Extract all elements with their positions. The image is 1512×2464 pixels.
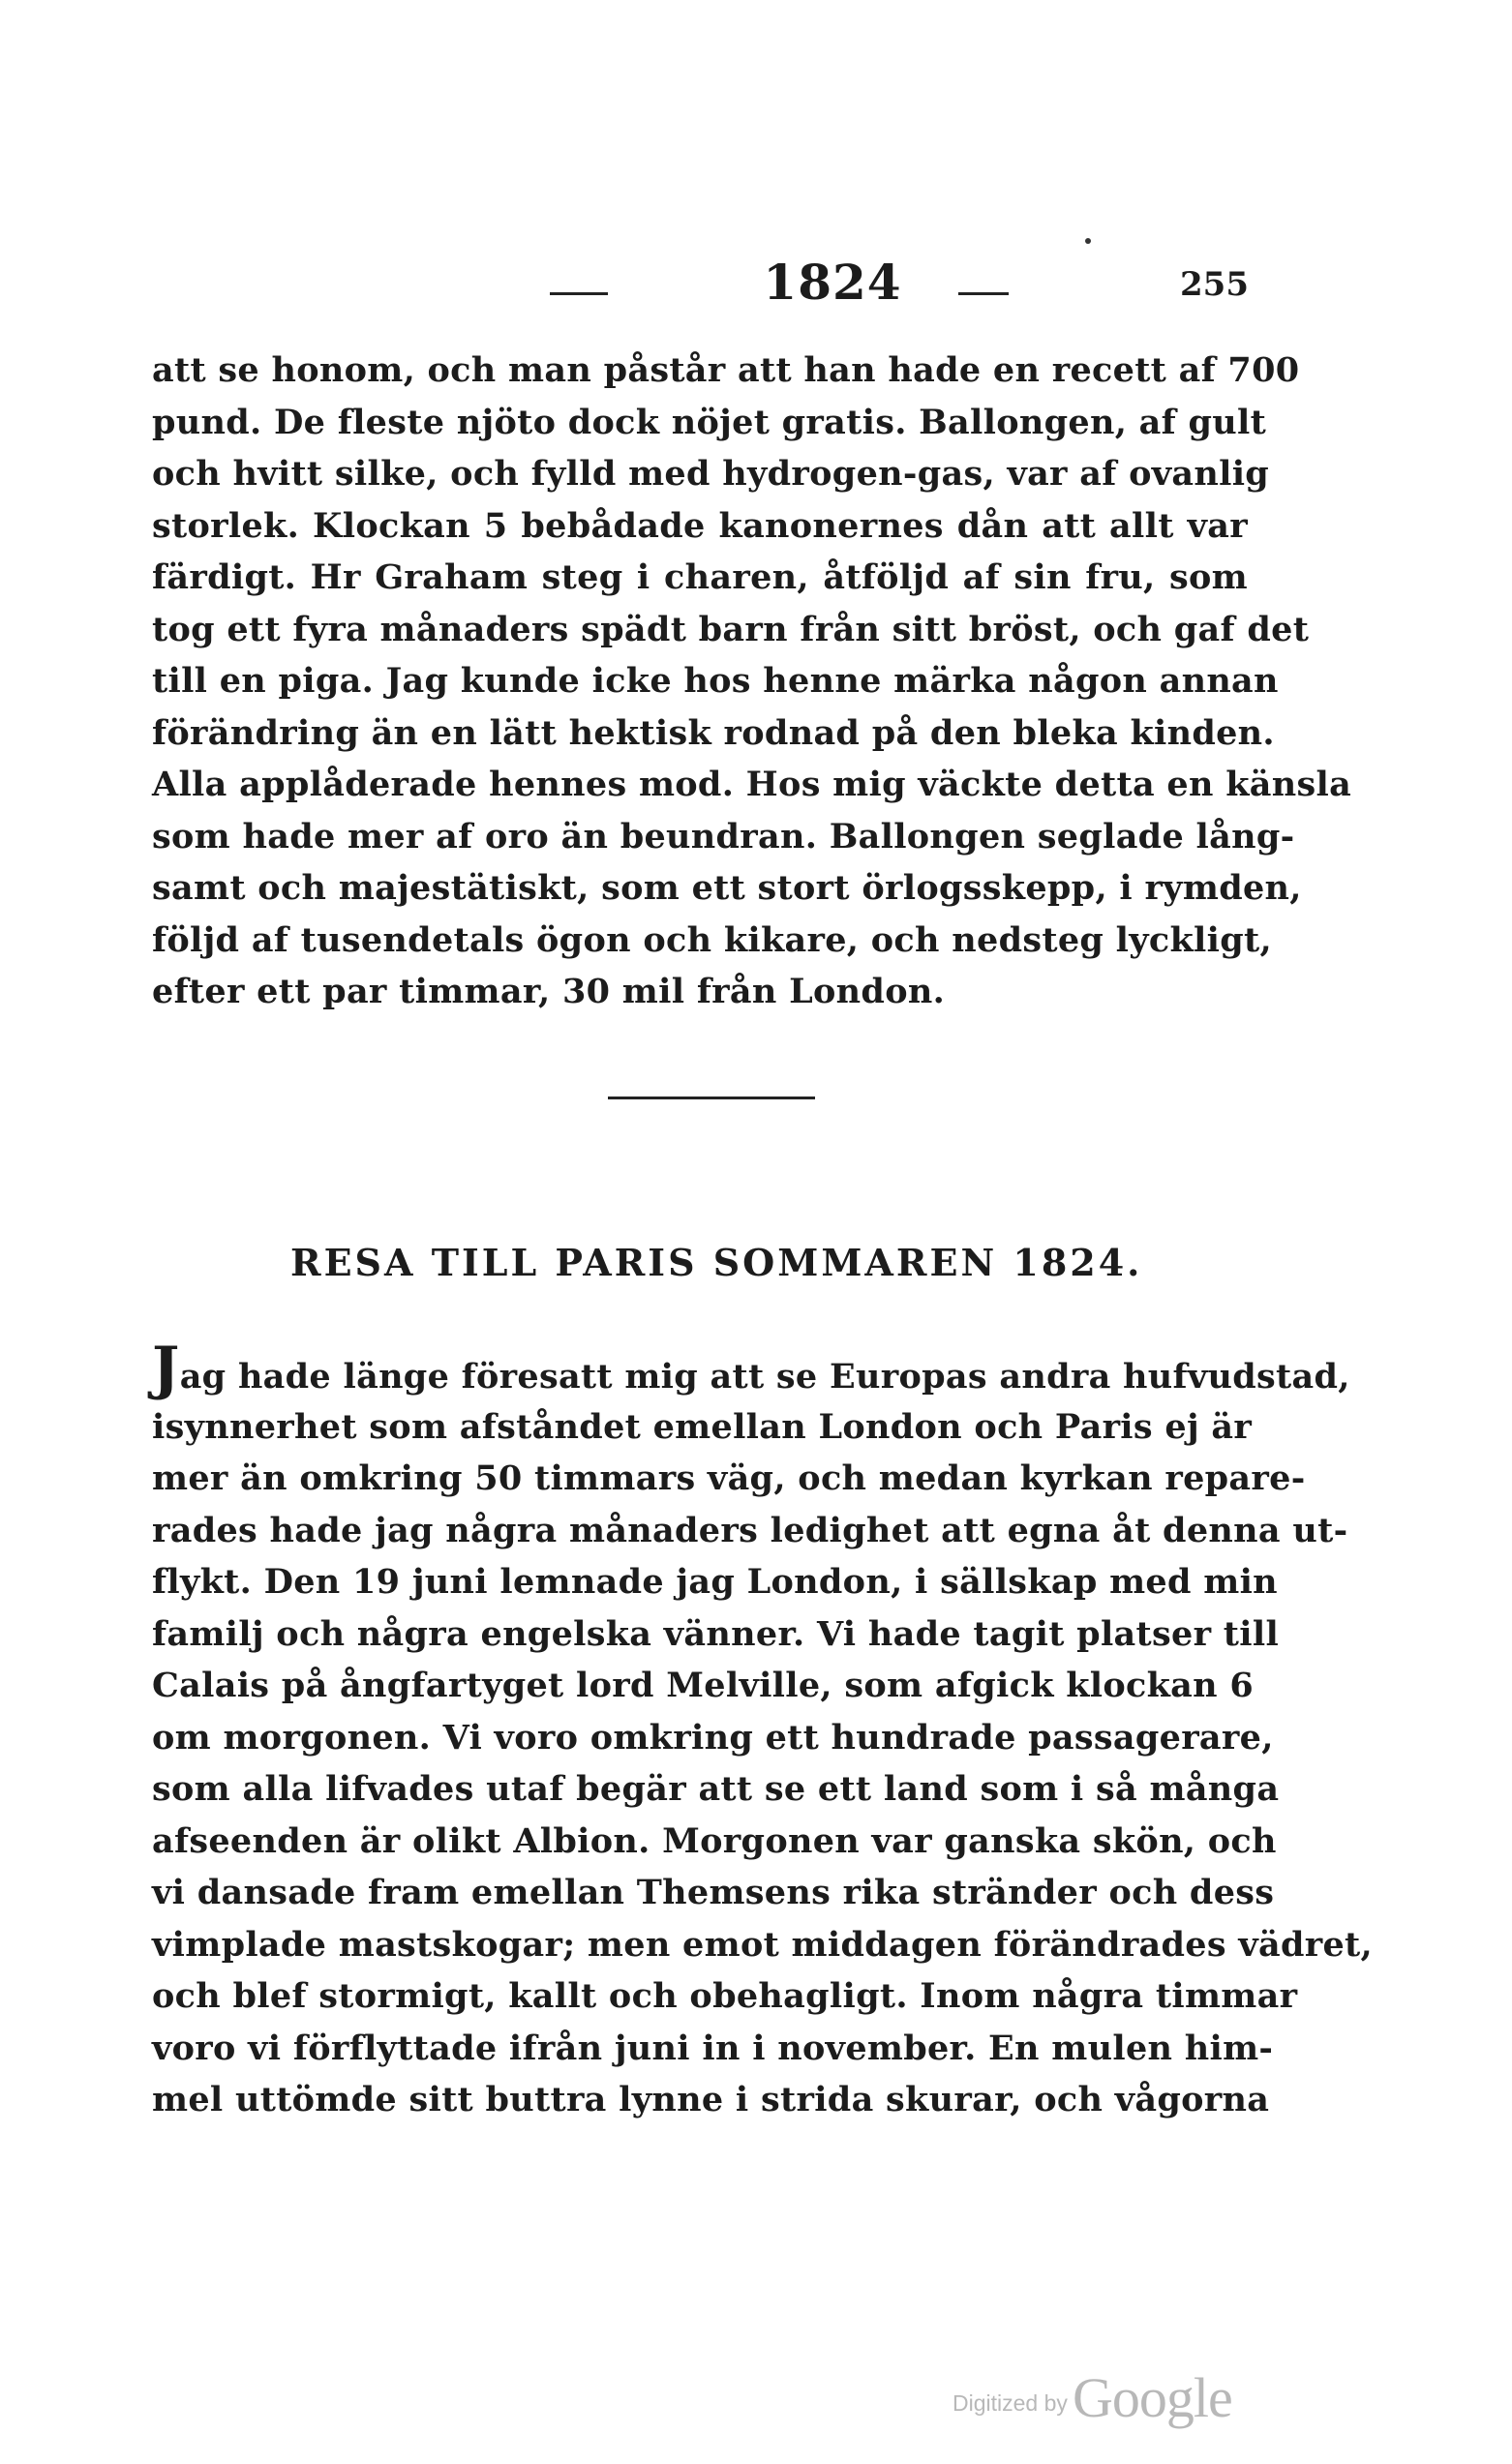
google-logo: Google [1072, 2366, 1232, 2429]
text-line: som alla lifvades utaf begär att se ett land som i så många [152, 1769, 1280, 1809]
text-line: mel uttömde sitt buttra lynne i strida skurar, och vågorna [152, 2080, 1270, 2119]
text-line: om morgonen. Vi voro omkring ett hundrade passagerare, [152, 1717, 1274, 1758]
text-line: familj och några engelska vänner. Vi hade tagit platser till [152, 1613, 1280, 1654]
digitized-by-label: Digitized by [953, 2390, 1068, 2416]
header-dash-left [550, 292, 608, 295]
text-line: vi dansade fram emellan Themsens rika stränder och dess [152, 1873, 1275, 1912]
text-line: vimplade mastskogar; men emot middagen förändrades vädret, [152, 1924, 1374, 1965]
text-line: storlek. Klockan 5 bebådade kanonernes dån att allt var [152, 505, 1248, 546]
text-line: efter ett par timmar, 30 mil från London. [152, 972, 946, 1011]
header-dash-right [958, 292, 1009, 295]
first-line-text: ag hade länge föresatt mig att se Europas andra hufvudstad, [179, 1357, 1350, 1397]
text-line: följd af tusendetals ögon och kikare, och nedsteg lyckligt, [152, 919, 1272, 960]
text-line: pund. De fleste njöto dock nöjet gratis. Ballongen, af gult [152, 402, 1267, 442]
text-line: färdigt. Hr Graham steg i charen, åtföljd af sin fru, som [152, 557, 1248, 597]
text-line: och blef stormigt, kallt och obehagligt. Inom några timmar [152, 1976, 1298, 2016]
text-line: att se honom, och man påstår att han hade en recett af 700 [152, 350, 1300, 390]
section-title: RESA TILL PARIS SOMMAREN 1824. [290, 1241, 1143, 1284]
paragraph-2 [152, 1335, 1374, 2126]
text-line: samt och majestätiskt, som ett stort örlogsskepp, i rymden, [152, 868, 1302, 908]
text-line: isynnerhet som afståndet emellan London och Paris ej är [152, 1406, 1253, 1447]
header-year: 1824 [763, 254, 902, 311]
running-header [155, 254, 1249, 331]
section-divider [608, 1097, 815, 1099]
text-line: Alla applåderade hennes mod. Hos mig väckte detta en känsla [152, 765, 1352, 804]
drop-cap: J [152, 1335, 180, 1402]
text-line: afseenden är olikt Albion. Morgonen var ganska skön, och [152, 1820, 1277, 1861]
paragraph-1 [152, 345, 1352, 1018]
digitization-watermark [953, 2365, 1262, 2433]
text-line: Calais på ångfartyget lord Melville, som afgick klockan 6 [152, 1666, 1255, 1705]
text-line: flykt. Den 19 juni lemnade jag London, i sällskap med min [152, 1562, 1278, 1602]
page-number: 255 [1180, 265, 1249, 304]
text-line: till en piga. Jag kunde icke hos henne märka någon annan [152, 661, 1279, 701]
text-line: mer än omkring 50 timmars väg, och medan kyrkan repare- [152, 1458, 1306, 1498]
text-line: som hade mer af oro än beundran. Ballongen seglade lång- [152, 816, 1295, 856]
text-line: förändring än en lätt hektisk rodnad på den bleka kinden. [152, 712, 1275, 753]
text-line: voro vi förflyttade ifrån juni in i november. En mulen him- [152, 2028, 1274, 2068]
text-line-first [152, 1335, 1350, 1402]
text-line: tog ett fyra månaders spädt barn från sitt bröst, och gaf det [152, 609, 1310, 649]
text-line: rades hade jag några månaders ledighet att egna åt denna ut- [152, 1510, 1348, 1550]
print-speck [1085, 238, 1091, 244]
text-line: och hvitt silke, och fylld med hydrogen-gas, var af ovanlig [152, 454, 1270, 494]
